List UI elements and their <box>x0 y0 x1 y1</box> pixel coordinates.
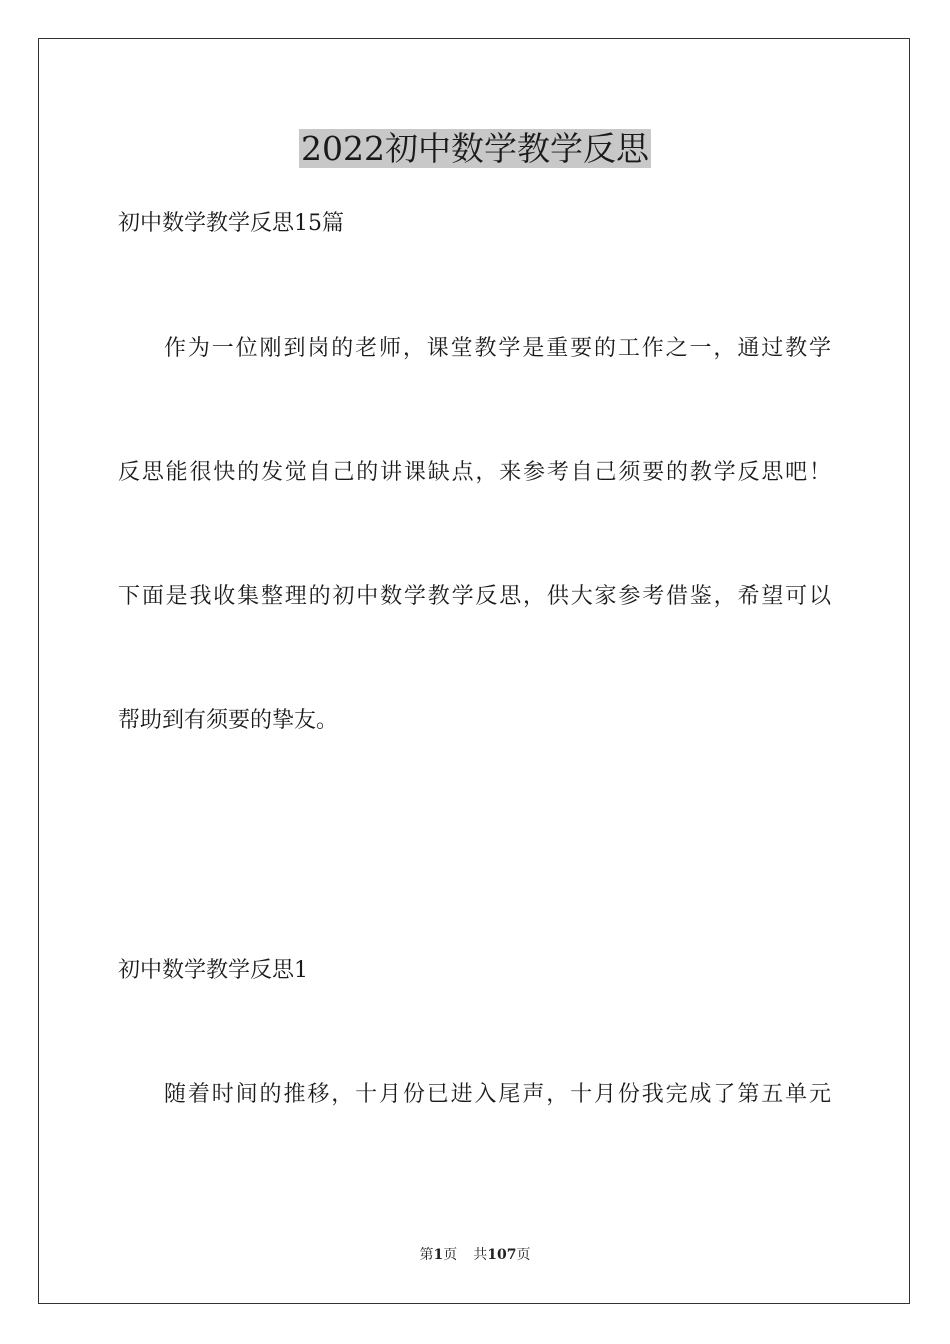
intro-paragraph-line-1: 作为一位刚到岗的老师，课堂教学是重要的工作之一，通过教学 <box>164 336 831 361</box>
footer-page-number: 1 <box>433 1247 444 1263</box>
footer-page-prefix: 第 <box>419 1247 434 1263</box>
section-heading: 初中数学教学反思1 <box>118 958 308 983</box>
document-title-text: 2022初中数学教学反思 <box>301 129 649 168</box>
page-footer <box>0 1245 950 1265</box>
intro-paragraph-line-4: 帮助到有须要的挚友。 <box>118 708 339 733</box>
document-subtitle: 初中数学教学反思15篇 <box>118 211 344 236</box>
footer-page-suffix: 页 <box>443 1247 458 1263</box>
intro-paragraph-line-3: 下面是我收集整理的初中数学教学反思，供大家参考借鉴，希望可以 <box>118 584 831 609</box>
document-title <box>0 124 950 174</box>
section-paragraph-line-1: 随着时间的推移，十月份已进入尾声，十月份我完成了第五单元 <box>164 1082 831 1107</box>
intro-paragraph-line-2: 反思能很快的发觉自己的讲课缺点，来参考自己须要的教学反思吧！ <box>118 460 831 485</box>
footer-total-pages: 107 <box>487 1247 517 1263</box>
footer-total-prefix: 共 <box>473 1247 488 1263</box>
footer-total-suffix: 页 <box>516 1247 531 1263</box>
